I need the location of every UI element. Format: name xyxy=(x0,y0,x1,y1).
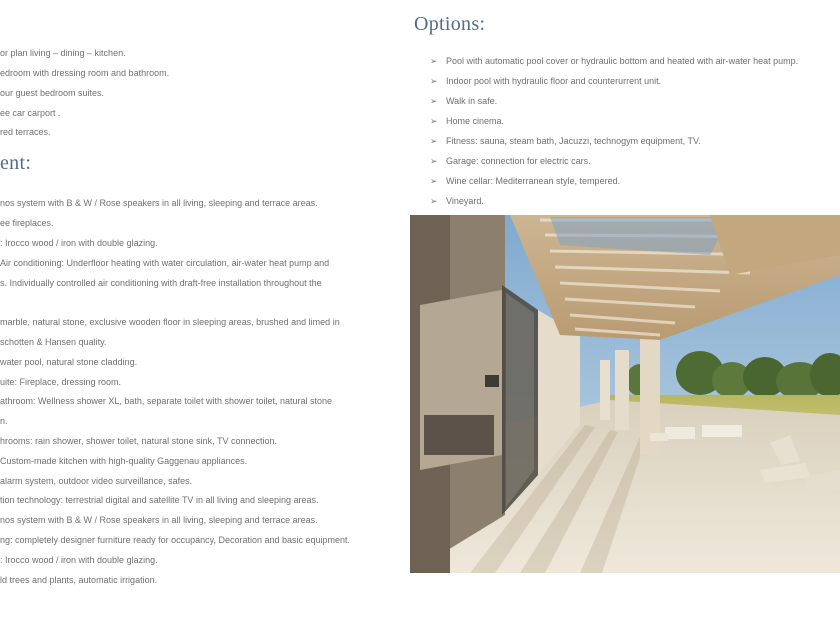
option-label: Garage: connection for electric cars. xyxy=(446,156,591,166)
option-label: Wine cellar: Mediterranean style, tempered. xyxy=(446,176,621,186)
equipment-line: schotten & Hansen quality. xyxy=(0,337,107,347)
equipment-line: s. Individually controlled air conditioning with draft-free installation throughout the xyxy=(0,278,322,288)
option-item xyxy=(430,115,798,135)
arrow-bullet-icon: ➢ xyxy=(430,176,438,186)
options-heading: Options: xyxy=(414,13,486,35)
equipment-line: water pool, natural stone cladding. xyxy=(0,357,138,367)
equipment-line: alarm system, outdoor video surveillance, safes. xyxy=(0,476,193,486)
equipment-line: nos system with B & W / Rose speakers in all living, sleeping and terrace areas. xyxy=(0,198,318,208)
feature-line: ee car carport . xyxy=(0,108,61,118)
equipment-line: tion technology: terrestrial digital and satellite TV in all living and sleeping areas. xyxy=(0,495,319,505)
arrow-bullet-icon: ➢ xyxy=(430,56,438,66)
equipment-line: athroom: Wellness shower XL, bath, separate toilet with shower toilet, natural stone xyxy=(0,396,333,406)
terrace-render-image xyxy=(410,215,840,573)
option-label: Vineyard. xyxy=(446,196,484,206)
option-item xyxy=(430,175,798,195)
equipment-line: ld trees and plants, automatic irrigation. xyxy=(0,575,158,585)
arrow-bullet-icon: ➢ xyxy=(430,76,438,86)
option-label: Walk in safe. xyxy=(446,96,498,106)
feature-line: our guest bedroom suites. xyxy=(0,88,105,98)
option-label: Fitness: sauna, steam bath, Jacuzzi, technogym equipment, TV. xyxy=(446,136,701,146)
arrow-bullet-icon: ➢ xyxy=(430,116,438,126)
option-label: Indoor pool with hydraulic floor and counterurrent unit. xyxy=(446,76,662,86)
feature-line: edroom with dressing room and bathroom. xyxy=(0,68,170,78)
equipment-line: : Irocco wood / iron with double glazing. xyxy=(0,555,158,565)
option-item xyxy=(430,95,798,115)
options-list xyxy=(430,55,798,215)
option-item xyxy=(430,75,798,95)
option-item xyxy=(430,155,798,175)
equipment-line: hrooms: rain shower, shower toilet, natural stone sink, TV connection. xyxy=(0,436,277,446)
option-item xyxy=(430,195,798,215)
arrow-bullet-icon: ➢ xyxy=(430,156,438,166)
equipment-line: Custom-made kitchen with high-quality Gaggenau appliances. xyxy=(0,456,248,466)
equipment-line: ee fireplaces. xyxy=(0,218,54,228)
equipment-line: uite: Fireplace, dressing room. xyxy=(0,377,122,387)
equipment-line: marble, natural stone, exclusive wooden floor in sleeping areas, brushed and limed in xyxy=(0,317,340,327)
left-column xyxy=(0,0,400,630)
equipment-line: nos system with B & W / Rose speakers in all living, sleeping and terrace areas. xyxy=(0,515,318,525)
arrow-bullet-icon: ➢ xyxy=(430,136,438,146)
feature-line: or plan living – dining – kitchen. xyxy=(0,48,126,58)
feature-line: red terraces. xyxy=(0,127,51,137)
option-label: Home cinema. xyxy=(446,116,505,126)
equipment-line: Air conditioning: Underfloor heating with water circulation, air-water heat pump and xyxy=(0,258,330,268)
option-item xyxy=(430,135,798,155)
equipment-line: n. xyxy=(0,416,8,426)
equipment-line: ng: completely designer furniture ready for occupancy, Decoration and basic equipment. xyxy=(0,535,351,545)
option-item xyxy=(430,55,798,75)
arrow-bullet-icon: ➢ xyxy=(430,196,438,206)
arrow-bullet-icon: ➢ xyxy=(430,96,438,106)
terrace-render-svg xyxy=(410,215,840,573)
equipment-line: : Irocco wood / iron with double glazing. xyxy=(0,238,158,248)
equipment-heading: ent: xyxy=(0,152,32,174)
option-label: Pool with automatic pool cover or hydraulic bottom and heated with air-water heat pump. xyxy=(446,56,799,66)
